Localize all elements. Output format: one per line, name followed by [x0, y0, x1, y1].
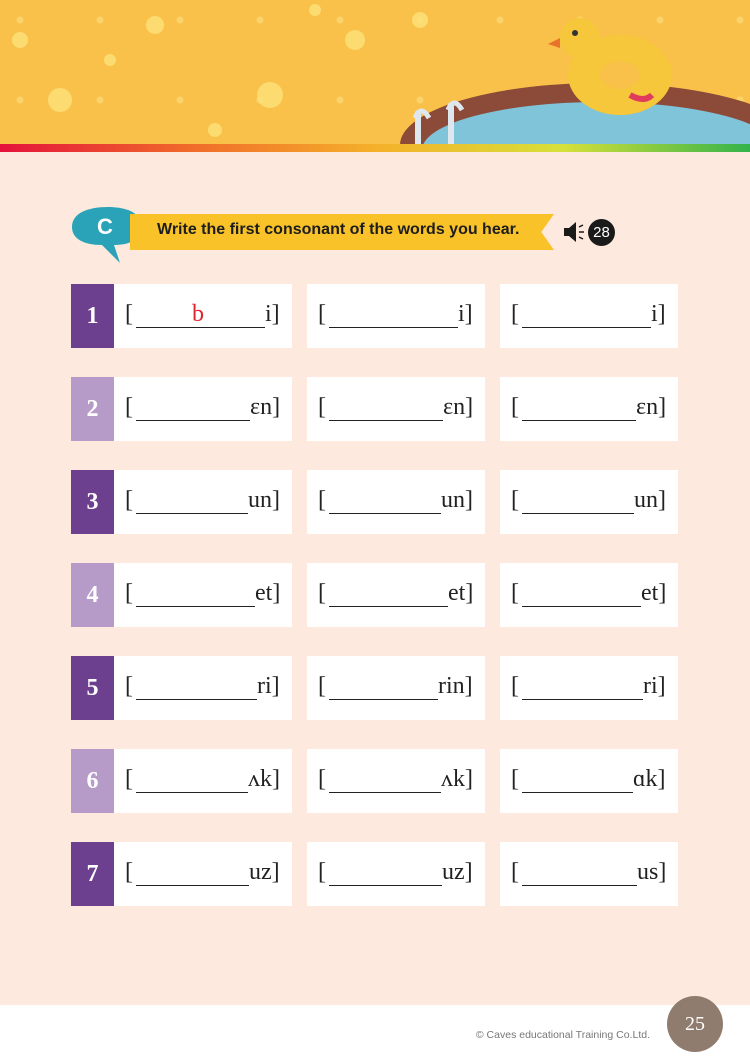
answer-cell[interactable] [307, 563, 485, 627]
exercise-row [71, 842, 691, 906]
open-bracket: [ [511, 301, 519, 327]
exercise-row [71, 377, 691, 441]
rainbow-stripe [0, 144, 750, 152]
answer-cell[interactable] [114, 563, 292, 627]
word-ending: ɛn] [443, 394, 474, 420]
item-number: 1 [71, 284, 114, 348]
open-bracket: [ [511, 673, 519, 699]
answer-blank[interactable] [136, 792, 248, 793]
answer-blank[interactable] [522, 513, 634, 514]
open-bracket: [ [318, 766, 326, 792]
copyright-text: © Caves educational Training Co.Ltd. [475, 1029, 650, 1041]
answer-cell[interactable] [500, 749, 678, 813]
answer-cell[interactable] [114, 749, 292, 813]
open-bracket: [ [125, 766, 133, 792]
answer-cell[interactable] [500, 377, 678, 441]
exercise-row [71, 470, 691, 534]
track-number: 28 [588, 219, 615, 246]
item-number: 6 [71, 749, 114, 813]
open-bracket: [ [318, 859, 326, 885]
word-ending: ɑk] [633, 766, 666, 792]
answer-blank[interactable] [329, 885, 442, 886]
section-letter: C [97, 214, 113, 239]
item-number: 4 [71, 563, 114, 627]
word-ending: ɛn] [636, 394, 667, 420]
exercise-row [71, 284, 691, 348]
audio-track[interactable] [562, 218, 615, 246]
open-bracket: [ [125, 301, 133, 327]
answer-blank[interactable] [522, 699, 643, 700]
answer-cell[interactable] [114, 470, 292, 534]
word-ending: et] [448, 580, 474, 606]
answer-blank[interactable] [136, 420, 250, 421]
answer-cell[interactable] [307, 470, 485, 534]
word-ending: ri] [643, 673, 666, 699]
page-number: 25 [667, 996, 723, 1052]
instruction-text: Write the first consonant of the words you hear. [157, 221, 520, 238]
item-number: 5 [71, 656, 114, 720]
speaker-icon[interactable] [562, 220, 586, 244]
answer-cell[interactable] [307, 284, 485, 348]
word-ending: ɛn] [250, 394, 281, 420]
answer-cell[interactable] [500, 470, 678, 534]
answer-blank[interactable] [522, 885, 637, 886]
answer-text: b [192, 301, 204, 327]
word-ending: ʌk] [248, 766, 280, 792]
answer-blank[interactable] [136, 513, 248, 514]
answer-blank[interactable] [522, 420, 636, 421]
word-ending: rin] [438, 673, 473, 699]
open-bracket: [ [125, 487, 133, 513]
word-ending: un] [248, 487, 280, 513]
open-bracket: [ [318, 580, 326, 606]
answer-blank[interactable] [522, 792, 633, 793]
word-ending: i] [651, 301, 666, 327]
word-ending: et] [255, 580, 281, 606]
answer-cell[interactable] [114, 656, 292, 720]
item-number: 2 [71, 377, 114, 441]
answer-blank[interactable] [136, 606, 255, 607]
answer-blank[interactable] [329, 327, 458, 328]
item-number: 3 [71, 470, 114, 534]
answer-blank[interactable] [136, 885, 249, 886]
open-bracket: [ [511, 859, 519, 885]
word-ending: i] [458, 301, 473, 327]
answer-blank[interactable] [329, 420, 443, 421]
open-bracket: [ [125, 859, 133, 885]
answer-blank[interactable] [522, 327, 651, 328]
open-bracket: [ [125, 394, 133, 420]
answer-cell[interactable] [114, 284, 292, 348]
word-ending: uz] [249, 859, 280, 885]
answer-blank[interactable] [522, 606, 641, 607]
exercise-row [71, 563, 691, 627]
open-bracket: [ [511, 580, 519, 606]
answer-cell[interactable] [307, 749, 485, 813]
header-banner [0, 0, 750, 145]
answer-cell[interactable] [500, 842, 678, 906]
item-number: 7 [71, 842, 114, 906]
open-bracket: [ [318, 673, 326, 699]
answer-blank[interactable] [136, 699, 257, 700]
exercise-row [71, 749, 691, 813]
word-ending: ʌk] [441, 766, 473, 792]
answer-cell[interactable] [500, 284, 678, 348]
answer-blank[interactable] [329, 606, 448, 607]
open-bracket: [ [511, 766, 519, 792]
answer-blank[interactable] [329, 699, 438, 700]
word-ending: un] [634, 487, 666, 513]
word-ending: us] [637, 859, 667, 885]
open-bracket: [ [125, 580, 133, 606]
answer-cell[interactable] [500, 656, 678, 720]
answer-cell[interactable] [114, 377, 292, 441]
open-bracket: [ [511, 487, 519, 513]
word-ending: et] [641, 580, 667, 606]
word-ending: i] [265, 301, 280, 327]
answer-blank[interactable] [329, 792, 441, 793]
word-ending: un] [441, 487, 473, 513]
exercise-row [71, 656, 691, 720]
answer-cell[interactable] [307, 656, 485, 720]
answer-cell[interactable] [307, 842, 485, 906]
open-bracket: [ [318, 487, 326, 513]
banner-decoration [0, 0, 750, 145]
answer-cell[interactable] [500, 563, 678, 627]
open-bracket: [ [318, 394, 326, 420]
answer-cell[interactable] [307, 377, 485, 441]
open-bracket: [ [125, 673, 133, 699]
open-bracket: [ [318, 301, 326, 327]
open-bracket: [ [511, 394, 519, 420]
answer-blank[interactable] [329, 513, 441, 514]
word-ending: uz] [442, 859, 473, 885]
answer-cell[interactable] [114, 842, 292, 906]
word-ending: ri] [257, 673, 280, 699]
